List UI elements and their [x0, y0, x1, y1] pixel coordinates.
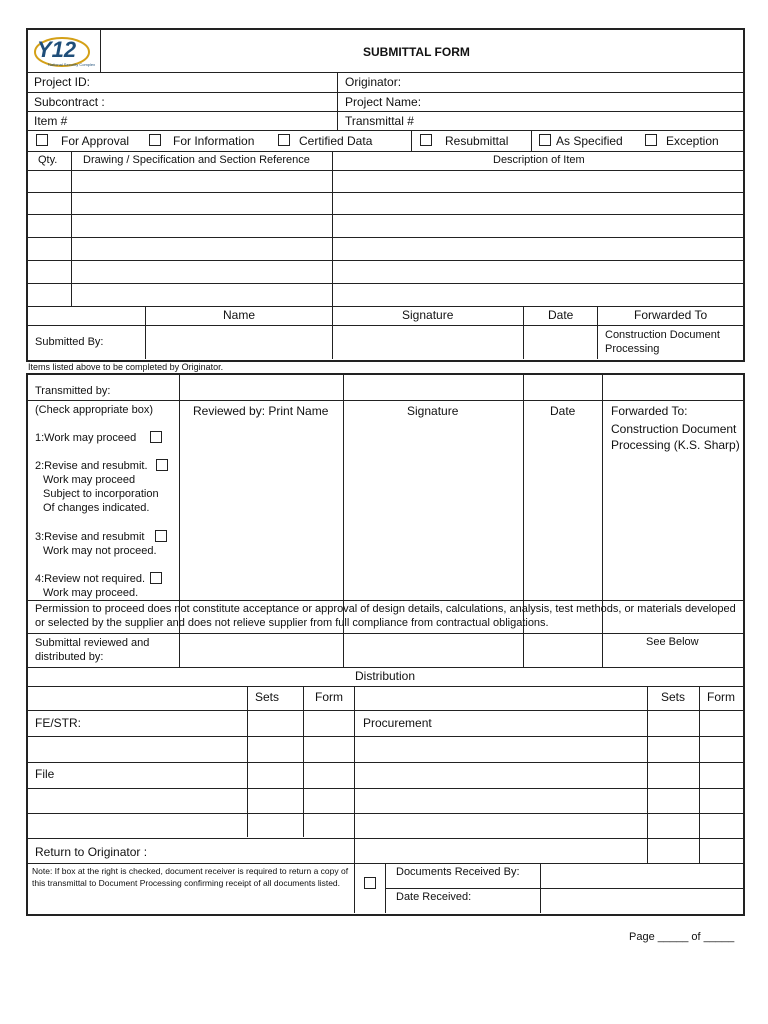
reviewed-by-header: Reviewed by: Print Name [193, 404, 329, 418]
cdp-destination: Construction Document Processing [605, 329, 720, 355]
exception-label: Exception [666, 134, 719, 148]
certified-data-label: Certified Data [299, 134, 373, 148]
option-3-line-b: Work may not proceed. [43, 545, 157, 557]
fe-str-label: FE/STR: [35, 716, 82, 730]
resubmittal-checkbox[interactable] [420, 134, 432, 146]
resubmittal-label: Resubmittal [445, 134, 509, 148]
for-information-checkbox[interactable] [149, 134, 161, 146]
project-name-label: Project Name: [345, 95, 422, 109]
review-forward-destination: Construction Document Processing (K.S. Sharp) [611, 422, 740, 452]
left-form-header: Form [315, 690, 343, 704]
option-1-checkbox[interactable] [150, 431, 162, 443]
item-number-label: Item # [34, 114, 68, 128]
return-to-originator-label: Return to Originator : [35, 845, 148, 859]
file-label: File [35, 767, 55, 781]
for-approval-checkbox[interactable] [36, 134, 48, 146]
table-row[interactable] [27, 260, 743, 261]
right-sets-header: Sets [661, 690, 686, 704]
check-box-instruction: (Check appropriate box) [35, 404, 154, 416]
transmittal-number-label: Transmittal # [345, 114, 414, 128]
option-2-label: 2:Revise and resubmit. [35, 460, 148, 472]
name-column-header: Name [223, 308, 256, 322]
qty-column-header: Qty. [38, 154, 58, 166]
date-received-label: Date Received: [396, 891, 472, 903]
review-forwarded-to-header: Forwarded To: [611, 404, 688, 418]
option-2-line-c: Subject to incorporation [43, 488, 159, 500]
for-information-label: For Information [173, 134, 255, 148]
transmitted-by-label: Transmitted by: [35, 385, 111, 397]
originator-label: Originator: [345, 75, 402, 89]
as-specified-checkbox[interactable] [539, 134, 551, 146]
form-title: SUBMITTAL FORM [363, 45, 470, 59]
distribution-title: Distribution [355, 669, 416, 683]
left-sets-header: Sets [255, 690, 280, 704]
procurement-label: Procurement [363, 716, 432, 730]
review-signature-header: Signature [407, 404, 459, 418]
page-number: Page _____ of _____ [629, 931, 735, 943]
originator-note: Items listed above to be completed by Originator. [28, 362, 224, 372]
option-2-line-d: Of changes indicated. [43, 502, 150, 514]
table-row[interactable] [27, 214, 743, 215]
review-date-header: Date [550, 404, 576, 418]
table-row[interactable] [27, 283, 743, 284]
option-4-checkbox[interactable] [150, 572, 162, 584]
option-4-line-b: Work may proceed. [43, 587, 139, 599]
option-4-label: 4:Review not required. [35, 573, 146, 585]
submitted-by-label: Submitted By: [35, 336, 104, 348]
date-column-header: Date [548, 308, 574, 322]
right-form-header: Form [707, 690, 735, 704]
option-2-checkbox[interactable] [156, 459, 168, 471]
receipt-note: Note: If box at the right is checked, document receiver is required to return a copy of this transmittal to Document Processing confirming receipt of all documents listed. [32, 866, 349, 888]
table-row[interactable] [27, 237, 743, 238]
option-2-line-b: Work may proceed [43, 474, 136, 486]
for-approval-label: For Approval [61, 134, 130, 148]
exception-checkbox[interactable] [645, 134, 657, 146]
svg-text:National Security Complex: National Security Complex [48, 62, 96, 67]
subcontract-label: Subcontract : [34, 95, 105, 109]
option-3-checkbox[interactable] [155, 530, 167, 542]
return-copy-checkbox[interactable] [364, 877, 376, 889]
permission-disclaimer: Permission to proceed does not constitute acceptance or approval of design details, calculations, analysis, test methods, or materials developed or selected by the supplier and does not relieve supplier from full compliance from contractual obligations. [35, 603, 736, 629]
option-1-label: 1:Work may proceed [35, 432, 137, 444]
option-3-label: 3:Revise and resubmit [35, 531, 145, 543]
table-row[interactable] [27, 192, 743, 193]
svg-text:Y12: Y12 [37, 37, 77, 62]
y12-logo [32, 32, 98, 70]
documents-received-by-label: Documents Received By: [396, 866, 520, 878]
as-specified-label: As Specified [556, 134, 623, 148]
project-id-label: Project ID: [34, 75, 91, 89]
description-column-header: Description of Item [493, 154, 585, 166]
certified-data-checkbox[interactable] [278, 134, 290, 146]
signature-column-header: Signature [402, 308, 454, 322]
forwarded-to-column-header: Forwarded To [634, 308, 708, 322]
drawing-reference-column-header: Drawing / Specification and Section Reference [83, 154, 310, 166]
see-below-label: See Below [646, 636, 699, 648]
reviewed-distributed-label: Submittal reviewed and distributed by: [35, 637, 150, 663]
